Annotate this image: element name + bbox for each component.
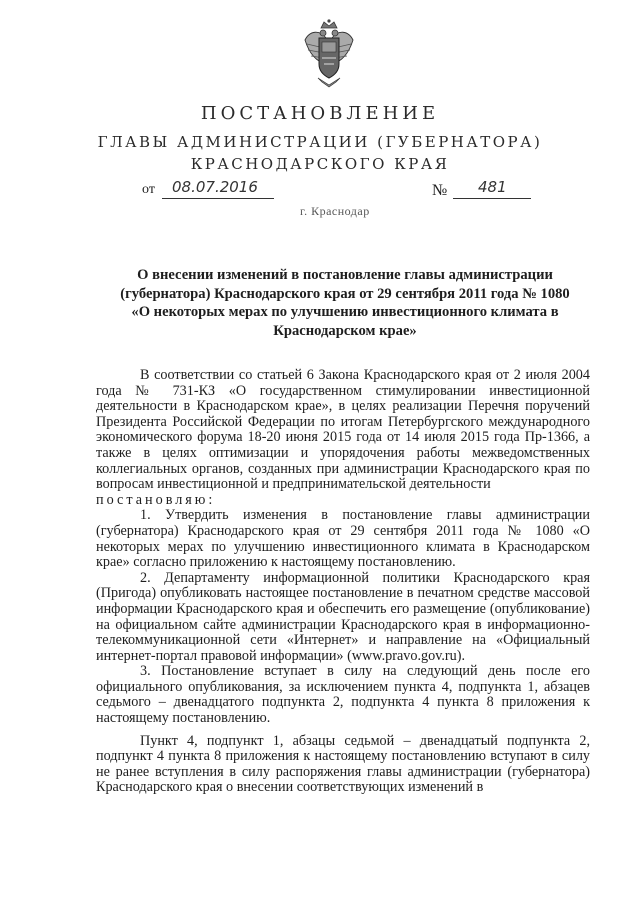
decree-word: постановляю: [96, 491, 216, 508]
coat-of-arms-icon [302, 18, 356, 88]
date-prefix: от [142, 182, 155, 197]
number-prefix: № [432, 182, 448, 199]
document-title: О внесении изменений в постановление главы администрации (губернатора) Краснодарского края от 29 сентября 2011 года № 1080 «О некоторых мерах по улучшению инвестиционного климата в Краснодарском крае» [120, 267, 570, 339]
item-3-continuation-paragraph: Пункт 4, подпункт 1, абзацы седьмой – двенадцатый подпункта 2, подпункт 4 пункта 8 приложения к настоящему постановлению вступают в силу не ранее вступления в силу распоряжения главы администрации (губернатора) Краснодарского края о внесении соответствующих изменений в [96, 732, 590, 796]
number-underline [453, 198, 531, 199]
issuer-heading-line2: КРАСНОДАРСКОГО КРАЯ [190, 155, 450, 173]
date-underline [162, 198, 274, 199]
document-type-heading: ПОСТАНОВЛЕНИЕ [200, 103, 440, 124]
city-name: г. Краснодар [300, 204, 370, 218]
item-2-paragraph: 2. Департаменту информационной политики Краснодарского края (Пригода) опубликовать настоящее постановление в печатном средстве массовой информации Краснодарского края и обеспечить его размещение (опубликование) на официальном сайте администрации Краснодарского края в информационно-телекоммуникационной сети «Интернет» и направление на «Официальный интернет-портал правовой информации» (www.pravo.gov.ru). [96, 569, 590, 664]
issuer-heading-line1: ГЛАВЫ АДМИНИСТРАЦИИ (ГУБЕРНАТОРА) [97, 133, 543, 151]
document-body [96, 368, 590, 796]
item-3-paragraph: 3. Постановление вступает в силу на следующий день после его официального опубликования, за исключением пункта 4, подпункта 1, абзацев седьмого – двенадцатого подпункта 2, подпункта 4 пункта 8 приложения к настоящему постановлению. [96, 663, 590, 727]
item-1-paragraph: 1. Утвердить изменения в постановление главы администрации (губернатора) Краснодарского края от 29 сентября 2011 года № 1080 «О некоторых мерах по улучшению инвестиционного климата в Краснодарском крае» согласно приложению к настоящему постановлению. [96, 507, 590, 571]
preamble-paragraph: В соответствии со статьей 6 Закона Краснодарского края от 2 июля 2004 года № 731-КЗ «О государственном стимулировании инвестиционной деятельности в Краснодарском крае», в целях реализации Перечня поручений Президента Российской Федерации по итогам Петербургского международного экономического форума 18-20 июня 2015 года от 14 июля 2015 года Пр-1366, а также в целях оптимизации и упорядочения работы межведомственных коллегиальных органов, созданных при администрации Краснодарского края по вопросам инвестиционной и предпринимательской деятельности [96, 367, 590, 493]
document-number: 481 [478, 178, 507, 196]
document-date: 08.07.2016 [172, 178, 258, 196]
